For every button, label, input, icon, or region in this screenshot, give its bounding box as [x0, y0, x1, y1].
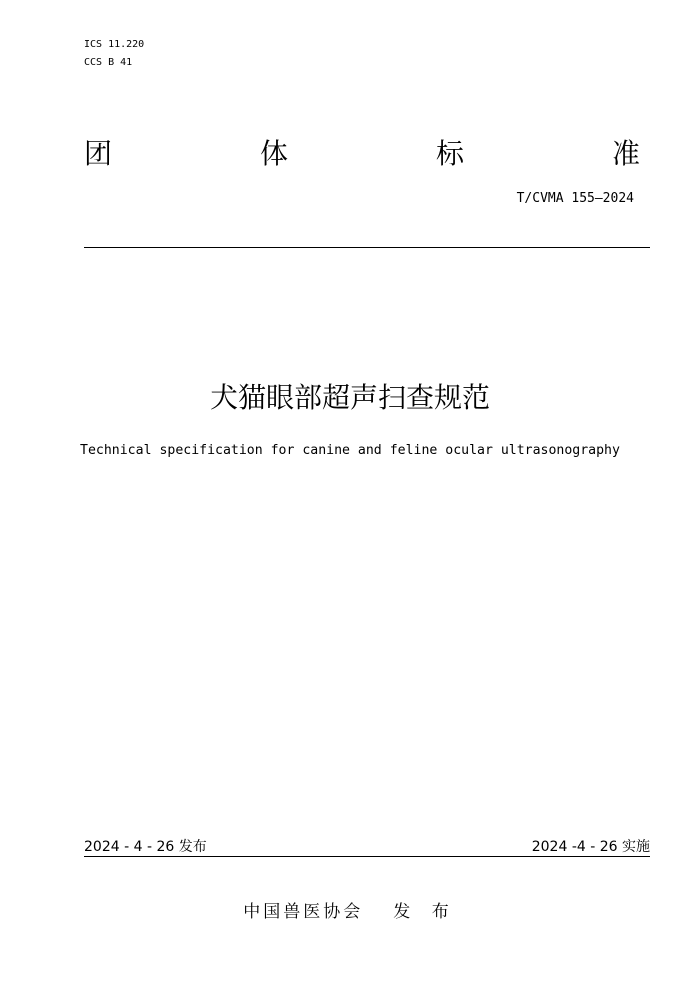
implementation-date: 2024 -4 - 26 实施 [531, 839, 650, 855]
classification-codes [84, 36, 144, 72]
standard-type-char: 团 [84, 137, 113, 170]
publisher-action: 发 布 [393, 902, 457, 922]
header-divider [84, 247, 650, 248]
document-title-chinese: 犬猫眼部超声扫查规范 [209, 381, 490, 414]
standard-number: T/CVMA 155—2024 [516, 191, 634, 206]
publisher-line [0, 900, 700, 924]
publisher-organization: 中国兽医协会 [243, 902, 364, 922]
standard-type-heading [84, 138, 640, 170]
document-title-english: Technical specification for canine and feline ocular ultrasonography [80, 443, 620, 458]
standard-type-char: 体 [259, 137, 288, 170]
issue-date: 2024 - 4 - 26 发布 [84, 839, 207, 855]
ics-code: ICS 11.220 [84, 39, 145, 50]
standard-type-char: 标 [435, 137, 464, 170]
standard-type-char: 准 [611, 137, 640, 170]
ccs-code: CCS B 41 [84, 57, 133, 68]
footer-divider [84, 856, 650, 857]
